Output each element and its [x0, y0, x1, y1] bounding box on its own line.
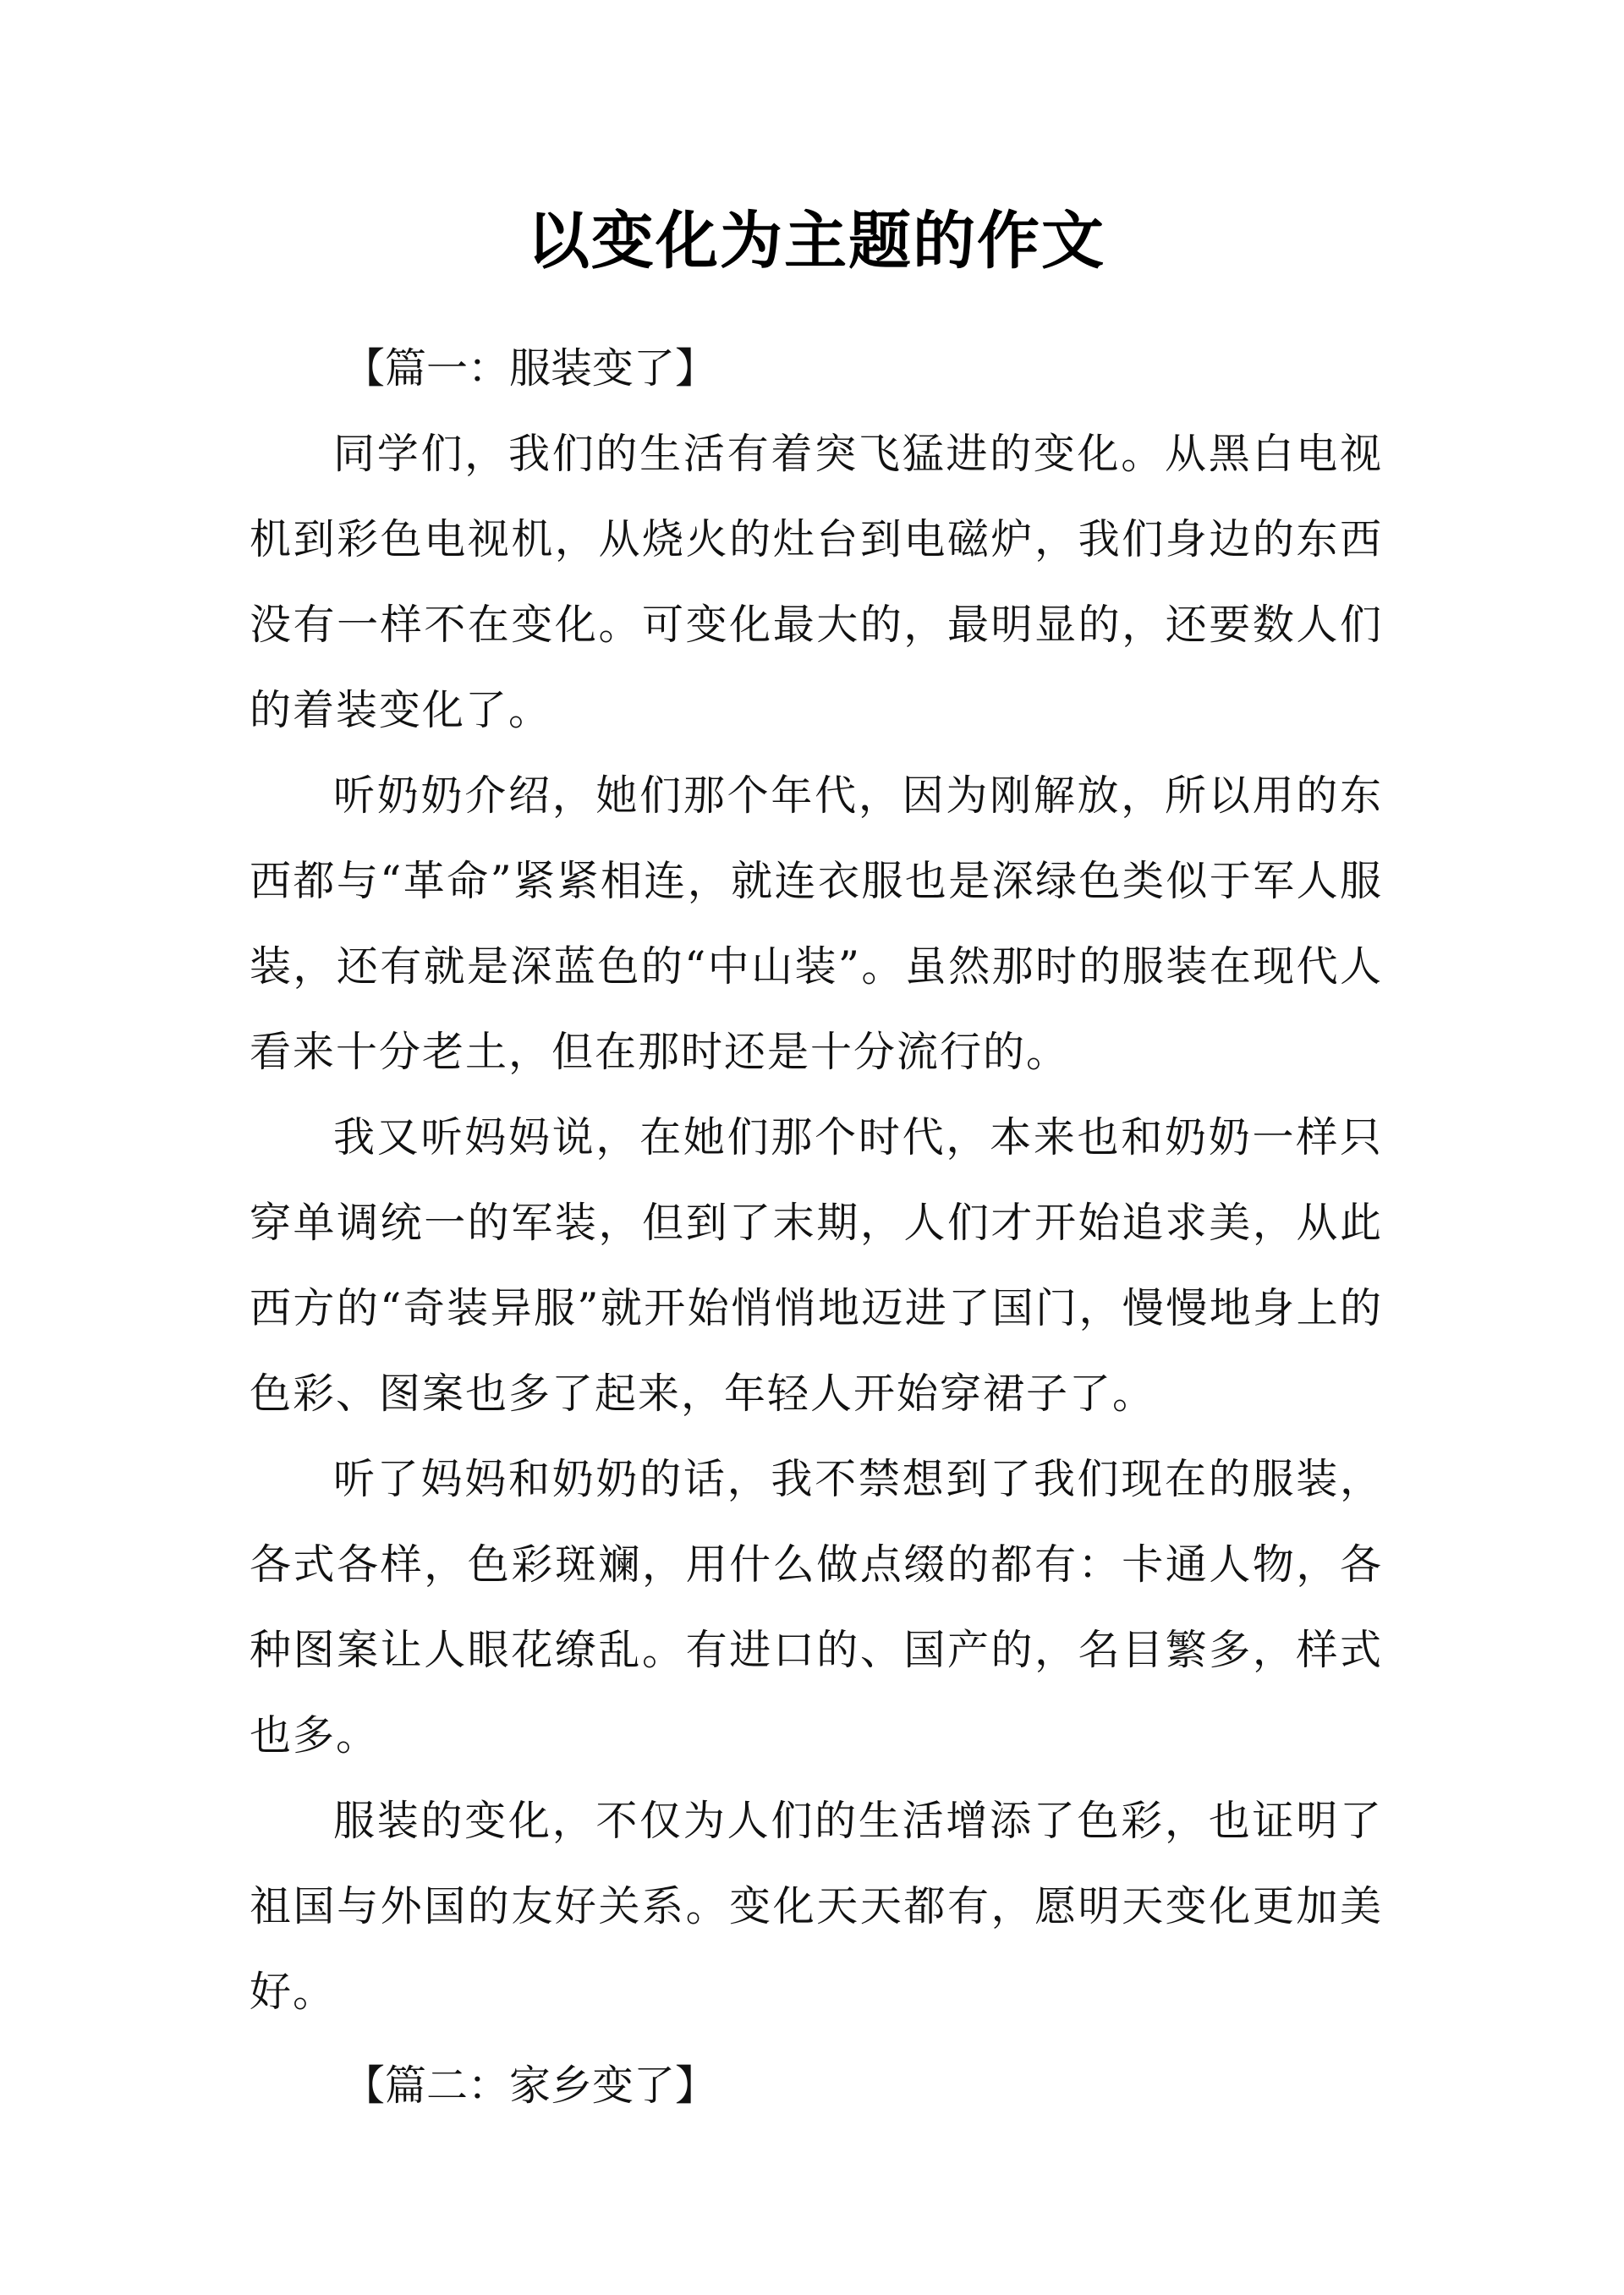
document-title: 以变化为主题的作文 [527, 205, 1106, 277]
paragraph: 服装的变化，不仅为人们的生活增添了色彩，也证明了祖国与外国的友好关系。变化天天都有，愿明天变化更加美好。 [250, 1797, 1383, 2016]
section-heading-one: 【篇一：服装变了】 [343, 344, 717, 393]
paragraph: 同学们，我们的生活有着突飞猛进的变化。从黑白电视机到彩色电视机，从烧火的灶台到电磁炉，我们身边的东西没有一样不在变化。可变化最大的，最明显的，还要数人们的着装变化了。 [250, 430, 1383, 734]
section-heading-two: 【篇二：家乡变了】 [343, 2062, 717, 2110]
paragraph: 听了妈妈和奶奶的话，我不禁想到了我们现在的服装，各式各样，色彩斑斓，用什么做点缀的都有：卡通人物，各种图案让人眼花缭乱。有进口的、国产的，名目繁多，样式也多。 [250, 1455, 1383, 1760]
paragraph: 听奶奶介绍，她们那个年代，因为刚解放，所以用的东西都与“革命”紧紧相连，就连衣服也是深绿色类似于军人服装，还有就是深蓝色的“中山装”。虽然那时的服装在现代人看来十分老土，但在那时还是十分流行的。 [250, 771, 1383, 1076]
paragraph: 我又听妈妈说，在她们那个时代，本来也和奶奶一样只穿单调统一的军装，但到了末期，人们才开始追求美，从此西方的“奇装异服”就开始悄悄地迈进了国门，慢慢地身上的色彩、图案也多了起来，年轻人开始穿裙子了。 [250, 1113, 1383, 1418]
document-body [250, 195, 1383, 2128]
